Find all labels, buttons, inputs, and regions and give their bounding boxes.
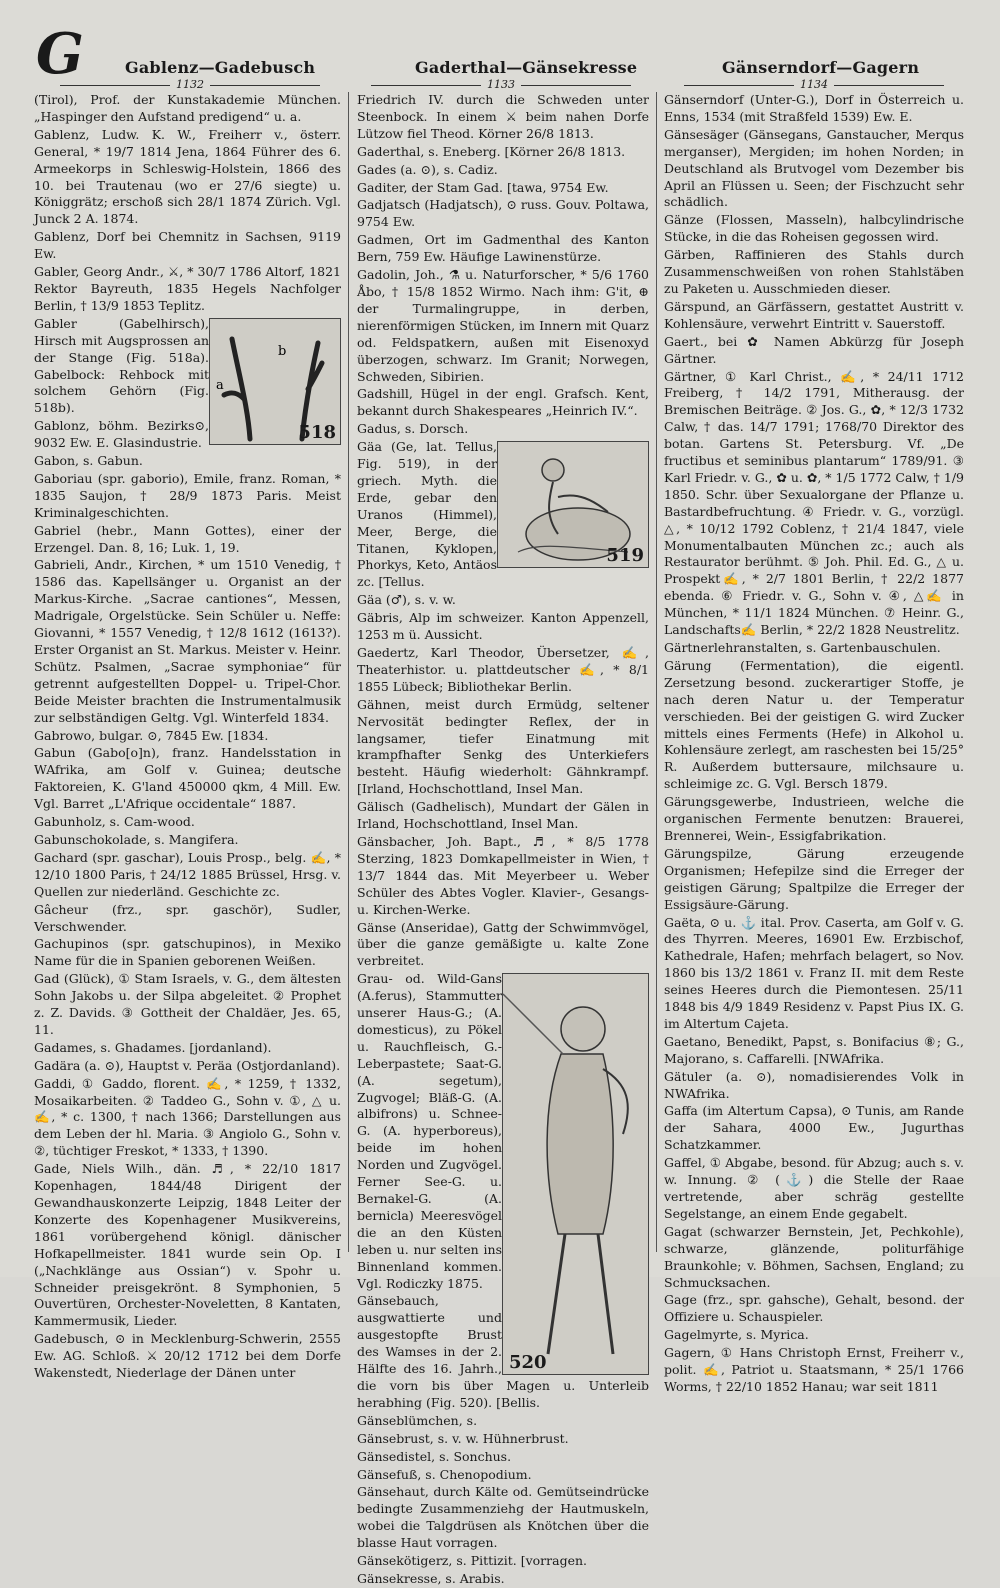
entry: Gabler (Gabelhirsch), Hirsch mit Augsprossen an der Stange (Fig. 518a). Gabelbock: Rehbock mit solchem Gehörn (Fig. 518b). [34,315,209,416]
entry: Gaert., bei ✿ Namen Abkürzg für Joseph Gärtner. [664,333,964,366]
entry: Gänsefuß, s. Chenopodium. [357,1466,532,1482]
entry: Gadära (a. ⊙), Hauptst v. Peräa (Ostjordanland). [34,1057,341,1073]
entry: Gachard (spr. gaschar), Louis Prosp., belg. ✍, * 12/10 1800 Paris, † 24/12 1885 Brüssel, Hrsg. v. Quellen zur niederländ. Geschichte zc. [34,849,341,899]
entry: Gänsebrust, s. v. w. Hühnerbrust. [357,1430,569,1446]
header-col3: Gänserndorf—Gagern [722,58,920,77]
entry: Gänsehaut, durch Kälte od. Gemütseindrücke bedingte Zusammenziehg der Hautmuskeln, wobei die Talgdrüsen als Knötchen über die blasse Haut vorragen. [357,1484,649,1551]
entry: Gänseblümchen, s. [357,1412,478,1428]
entry: Gänsekresse, s. Arabis. [357,1570,505,1586]
entry: Gagelmyrte, s. Myrica. [664,1327,809,1343]
entry: Gaditer, der Stam Gad. [tawa, 9754 Ew. [357,179,609,195]
entry: Gablonz, böhm. Bezirks⊙, 9032 Ew. E. Glasindustrie. [34,418,209,451]
entry: Gaddi, ① Gaddo, florent. ✍, * 1259, † 1332, Mosaikarbeiten. ② Taddeo G., Sohn v. ①, △ u. ✍, * c. 1300, † nach 1366; Darstellungen aus dem Leben der hl. Maria. ③ Angiolo G., Sohn v. ②, tüchtiger Freskot, * 1333, † 1390. [34,1075,341,1159]
entry: Gänsbacher, Joh. Bapt., ♬, * 8/5 1778 Sterzing, 1823 Domkapellmeister in Wien, † 13/7 1844 das. Mit Meyerbeer u. Weber Schüler des Abtes Vogler. Klavier-, Gesangs- u. Kirchen-Werke. [357,833,649,917]
entry: Gänsebauch, ausgwattierte und ausgestopfte Brust des Wamses in der 2. Hälfte des 16. Jahrh., die vorn bis über Magen u. Unterleib herabhing (Fig. 520). [Bellis. [357,1293,649,1410]
entry: Gaderthal, s. Eneberg. [Körner 26/8 1813. [357,143,626,159]
column-1 [34,92,341,1381]
entry: Gabrowo, bulgar. ⊙, 7845 Ew. [1834. [34,727,269,743]
entry: (Tirol), Prof. der Kunstakademie München. „Haspinger den Aufstand predigend“ u. a. [34,92,341,124]
entry: Gärspund, an Gärfässern, gestattet Austritt v. Kohlensäure, verwehrt Eintritt v. Sauerstoff. [664,298,964,331]
figure-number: 519 [606,545,644,567]
page-number-col2: 1133 [355,78,647,91]
figure-519-gaea [497,441,649,568]
entry: Gärben, Raffinieren des Stahls durch Zusammenschweißen von rohen Stahlstäben zu Paketen u. Ausschmieden dieser. [664,247,964,296]
entry: Gabunschokolade, s. Mangifera. [34,831,239,847]
entry: Gadus, s. Dorsch. [357,421,469,437]
column-divider [348,92,349,1252]
entry: Friedrich IV. durch die Schweden unter Steenbock. In einem ⚔ beim nahen Dorfe Lützow fiel Theod. Körner 26/8 1813. [357,92,649,141]
entry: Gänze (Flossen, Masseln), halbcylindrische Stücke, in die das Roheisen gegossen wird. [664,212,964,245]
entry: Gadshill, Hügel in der engl. Grafsch. Kent, bekannt durch Shakespeares „Heinrich IV.“. [357,386,649,419]
entry: Gäbris, Alp im schweizer. Kanton Appenzell, 1253 m ü. Aussicht. [357,610,649,643]
entry: Gade, Niels Wilh., dän. ♬, * 22/10 1817 Kopenhagen, 1844/48 Dirigent der Gewandhauskonzerte Leipzig, 1848 Leiter der Konzerte des Kopenhagener Musikvereins, 1861 vorübergehend königl. dänischer Hofkapellmeister. 1841 wurde sein Op. I („Nachklänge aus Ossian“) v. Spohr u. Schneider preisgekrönt. 8 Symphonien, 5 Ouvertüren, Orchester-Noveletten, 8 Kantaten, Kammermusik, Lieder. [34,1161,341,1329]
entry: Gärtner, ① Karl Christ., ✍, * 24/11 1712 Freiberg, † 14/2 1791, Mitherausg. der Bremischen Beiträge. ② Jos. G., ✿, * 12/3 1732 Calw, † das. 14/7 1791; 1768/70 Direktor des botan. Gartens St. Petersburg. Vf. „De fructibus et seminibus plantarum“ 1789/91. ③ Karl Friedr. v. G., ✿ u. ✿, * 1/5 1772 Calw, † 1/9 1850. Schr. über Sexualorgane der Pflanze u. Bastardbefruchtung. ④ Friedr. v. G., vorzügl. △, * 10/12 1792 Coblenz, † 21/4 1847, viele Monumentalbauten München zc.; auch als Restaurator berühmt. ⑤ Joh. Phil. Ed. G., △ u. Prospekt✍, * 2/7 1801 Berlin, † 22/2 1877 ebenda. ⑥ Friedr. v. G., Sohn v. ④, △✍ in München, * 11/1 1824 München. ⑦ Heinr. G., Landschafts✍ Berlin, * 22/2 1828 Neustrelitz. [664,368,964,638]
entry: Gaedertz, Karl Theodor, Übersetzer, ✍, Theaterhistor. u. plattdeutscher ✍, * 8/1 1855 Lübeck; Bibliothekar Berlin. [357,645,649,694]
entry: Gärungspilze, Gärung erzeugende Organismen; Hefepilze sind die Erreger der geistigen Gärung; Spaltpilze die Erreger der Essigsäure-Gärung. [664,845,964,912]
entry: Gänsesäger (Gänsegans, Ganstaucher, Merqus merganser), Mergiden; im hohen Norden; in Deutschland als Brutvogel vom Dezember bis April an Flüssen u. Seen; der Fischzucht sehr schädlich. [664,126,964,210]
header-col2: Gaderthal—Gänsekresse [415,58,638,77]
figure-520-gaensebauch [502,973,649,1375]
entry: Gâcheur (frz., spr. gaschör), Sudler, Verschwender. [34,901,341,934]
entry: Gänsekötigerz, s. Pittizit. [vorragen. [357,1553,587,1569]
entry: Gades (a. ⊙), s. Cadiz. [357,161,498,177]
entry: Gabrieli, Andr., Kirchen, * um 1510 Venedig, † 1586 das. Kapellsänger u. Organist an der Markus-Kirche. „Sacrae cantiones“, Messen, Madrigale, Orgelstücke. Sein Schüler u. Neffe: Giovanni, * 1557 Venedig, † 12/8 1612 (1613?). Erster Organist an St. Markus. Meister v. Heinr. Schütz. Psalmen, „Sacrae symphoniae“ für getrennt aufgestellten Doppel- u. Tripel-Chor. Beide Meister brachten die Instrumentalmusik zur selbständigen Geltg. Vgl. Winterfeld 1834. [34,557,341,725]
entry: Gadebusch, ⊙ in Mecklenburg-Schwerin, 2555 Ew. AG. Schloß. ⚔ 20/12 1712 bei dem Dorfe Wakenstedt, Niederlage der Dänen unter [34,1331,341,1381]
entry: Gabler, Georg Andr., ⚔, * 30/7 1786 Altorf, 1821 Rektor Bayreuth, 1835 Hegels Nachfolger Berlin, † 13/9 1853 Teplitz. [34,264,341,313]
page-number-col3: 1134 [664,78,964,91]
entry: Gachupinos (spr. gatschupinos), in Mexiko Name für die in Spanien geborenen Weißen. [34,936,341,969]
entry: Gaffel, ① Abgabe, besond. für Abzug; auch s. v. w. Innung. ② (⚓) die Stelle der Raae vertretende, aber schräg gestellte Segelstange, an einem Ende gegabelt. [664,1155,964,1221]
figure-label-a: a [216,377,224,393]
entry: Gabon, s. Gabun. [34,453,143,469]
figure-label-b: b [278,343,287,359]
entry: Gadames, s. Ghadames. [jordanland). [34,1039,272,1055]
column-2 [357,92,649,1586]
figure-number: 520 [509,1352,547,1374]
section-letter: G [36,21,84,87]
entry: Gähnen, meist durch Ermüdg, seltener Nervosität bedingter Reflex, der in langsamer, tiefer Einatmung mit krampfhafter Senkg des Unterkiefers besteht. Häufig wiederholt: Gähnkrampf. [Irland, Hochschottland, Insel Man. [357,696,649,797]
entry: Gagern, ① Hans Christoph Ernst, Freiherr v., polit. ✍, Patriot u. Staatsmann, * 25/1 1766 Worms, † 22/10 1852 Hanau; war seit 1811 [664,1345,964,1394]
entry: Gänse (Anseridae), Gattg der Schwimmvögel, über die ganze gemäßigte u. kalte Zone verbreitet. [357,919,649,969]
entry: Gärtnerlehranstalten, s. Gartenbauschulen. [664,640,941,655]
entry: Gadjatsch (Hadjatsch), ⊙ russ. Gouv. Poltawa, 9754 Ew. [357,197,649,230]
entry: Gärungsgewerbe, Industrieen, welche die organischen Fermente benutzen: Brauerei, Brennerei, Wein-, Essigfabrikation. [664,794,964,843]
entry: Gänserndorf (Unter-G.), Dorf in Österreich u. Enns, 1534 (mit Straßfeld 1539) Ew. E. [664,92,964,124]
entry: Gaëta, ⊙ u. ⚓ ital. Prov. Caserta, am Golf v. G. des Thyrren. Meeres, 16901 Ew. Erzbischof, Kathedrale, Hafen; mehrfach belagert, so Nov. 1860 bis 13/2 1861 v. Franz II. mit dem Reste seines Heeres durch die Piemontesen. 25/11 1848 bis 4/9 1849 Residenz v. Papst Pius IX. G. im Altertum Cajeta. [664,914,964,1031]
entry: Gabun (Gabo[o]n), franz. Handelsstation in WAfrika, am Golf v. Guinea; deutsche Faktoreien, K. G'land 450000 qkm, 4 Mill. Ew. Vgl. Barret „L'Afrique occidentale“ 1887. [34,745,341,812]
entry: Gäa (Ge, lat. Tellus, Fig. 519), in der griech. Myth. die Erde, gebar den Uranos (Himmel), Meer, Berge, die Titanen, Kyklopen, Phorkys, Keto, Antäos zc. [Tellus. [357,439,497,590]
entry: Gärung (Fermentation), die eigentl. Zersetzung besond. zuckerartiger Stoffe, je nach deren Natur u. der Temperatur verschieden. Bei der geistigen G. wird Zucker mittels eines Ferments (Hefe) in Alkohol u. Kohlensäure zerlegt, am raschesten bei 15/25° R. Außerdem buttersaure, milchsaure u. schleimige zc. G. Vgl. Bersch 1879. [664,657,964,792]
doublet-figure-illustration [503,974,648,1374]
page-number-col1: 1132 [40,78,340,91]
entry: Gagat (schwarzer Bernstein, Jet, Pechkohle), schwarze, glänzende, politurfähige Braunkohle; v. Böhmen, Sachsen, England; zu Schmucksachen. [664,1223,964,1290]
figure-number: 518 [298,421,336,443]
entry: Gad (Glück), ① Stam Israels, v. G., dem ältesten Sohn Jakobs u. der Silpa abgeleitet. ② Prophet z. Z. Davids. ③ Gottheit der Chaldäer, Jes. 65, 11. [34,971,341,1037]
entry: Gadmen, Ort im Gadmenthal des Kanton Bern, 759 Ew. Häufige Lawinenstürze. [357,232,649,265]
entry: Gänsedistel, s. Sonchus. [357,1448,512,1464]
entry: Gadolin, Joh., ⚗ u. Naturforscher, * 5/6 1760 Åbo, † 15/8 1852 Wirmo. Nach ihm: G'it, ⊕ der Turmalingruppe, in derben, nierenförmigen Stücken, im Innern mit Quarz od. Feldspatkern, außen mit Eisenoxyd überzogen, schwarz. Im Granit; Norwegen, Schweden, Sibirien. [357,267,649,384]
header-col1: Gablenz—Gadebusch [125,58,316,77]
entry: Gaffa (im Altertum Capsa), ⊙ Tunis, am Rande der Sahara, 4000 Ew., Jugurthas Schatzkammer. [664,1103,964,1153]
entry: Gäa (♂), s. v. w. [357,592,456,608]
entry: Gabriel (hebr., Mann Gottes), einer der Erzengel. Dan. 8, 16; Luk. 1, 19. [34,522,341,555]
entry: Gablenz, Ludw. K. W., Freiherr v., österr. General, * 19/7 1814 Jena, 1864 Führer des 6. Armeekorps in Schleswig-Holstein, 1866 des 10. bei Trautenau (wo er 27/6 siegte) u. Königgrätz; erschoß sich 28/1 1874 Zürich. Vgl. Junck 2 A. 1874. [34,126,341,227]
entry: Grau- od. Wild-Gans (A.ferus), Stammutter unserer Haus-G.; (A. domesticus), zu Pökel u. Rauchfleisch, G.-Leberpastete; Saat-G. (A. segetum), Zugvogel; Bläß-G. (A. albifrons) u. Schnee-G. (A. hyperboreus), beide im hohen Norden und Zugvögel. Ferner See-G. u. Bernakel-G. (A. bernicla) Meeresvögel die an den Küsten leben u. nur selten ins Binnenland kommen. Vgl. Rodiczky 1875. [357,971,502,1291]
entry: Gablenz, Dorf bei Chemnitz in Sachsen, 9119 Ew. [34,229,341,262]
figure-518-antlers [209,318,341,445]
column-divider [656,92,657,1252]
column-3 [664,92,964,1394]
entry: Gätuler (a. ⊙), nomadisierendes Volk in NWAfrika. [664,1068,964,1101]
entry: Gaboriau (spr. gaborio), Emile, franz. Roman, * 1835 Saujon, † 28/9 1873 Paris. Meist Kriminalgeschichten. [34,470,341,520]
entry: Gabunholz, s. Cam-wood. [34,814,195,830]
entry: Gage (frz., spr. gahsche), Gehalt, besond. der Offiziere u. Schauspieler. [664,1292,964,1325]
entry: Gaetano, Benedikt, Papst, s. Bonifacius ⑧; G., Majorano, s. Caffarelli. [NWAfrika. [664,1033,964,1066]
entry: Gälisch (Gadhelisch), Mundart der Gälen in Irland, Hochschottland, Insel Man. [357,799,649,832]
